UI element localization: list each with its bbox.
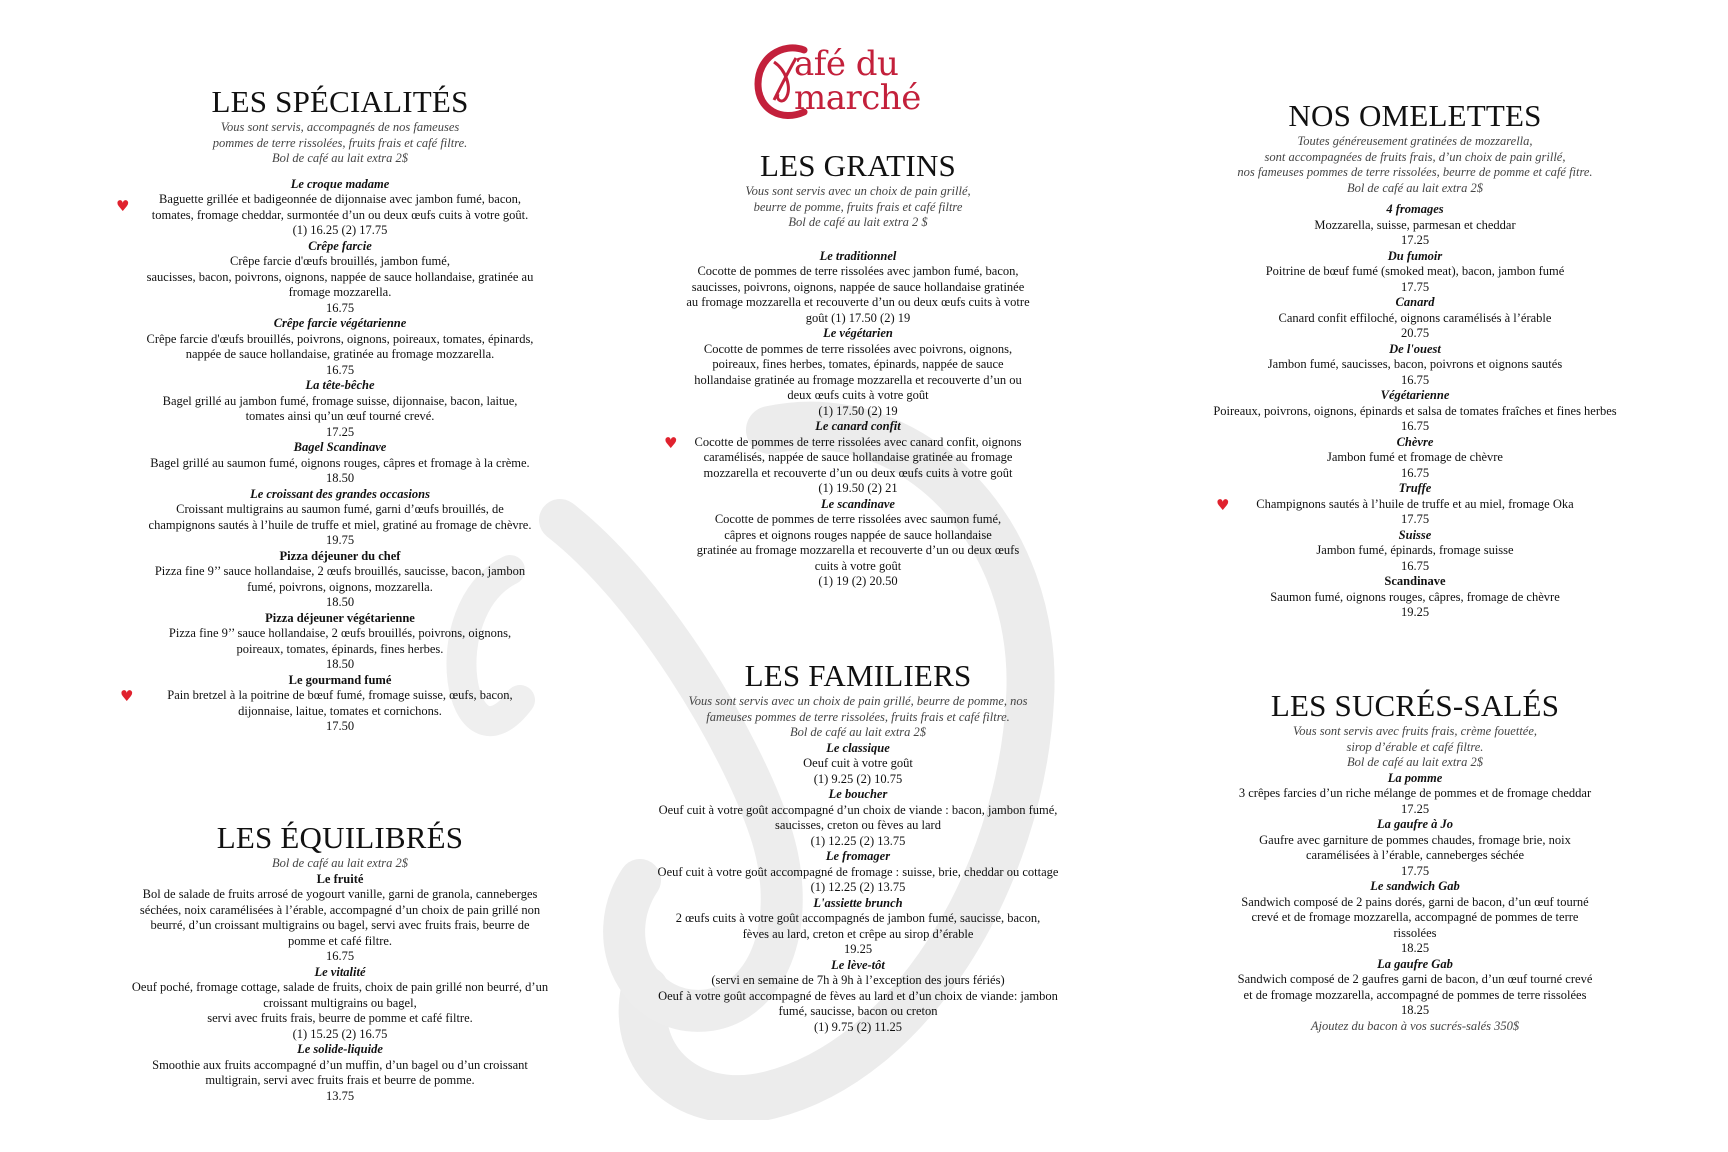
item-name: Le vitalité	[314, 964, 366, 979]
item-price: 19.75	[325, 533, 355, 547]
item-name: Le boucher	[828, 787, 888, 801]
cafe-du-marche-logo	[752, 40, 992, 124]
item-name: Crêpe farcie végétarienne	[273, 316, 407, 330]
logo-name-line2: marché	[794, 78, 921, 118]
menu-item-vitalite	[100, 965, 580, 1043]
menu-item-scandinave-gratin	[638, 497, 1078, 590]
item-name: Le scandinave	[821, 496, 895, 511]
item-name: La pomme	[1387, 770, 1443, 785]
item-name: L'assiette brunch	[813, 895, 903, 910]
section-intro: Vous sont servis avec un choix de pain grillé, beurre de pomme, nos fameuses pommes de terre rissolées, fruits frais et café filtre. Bol de café au lait extra 2$	[688, 694, 1028, 739]
item-price: 20.75	[1400, 326, 1430, 340]
section-title: LES ÉQUILIBRÉS	[216, 820, 464, 855]
menu-item-boucher	[638, 787, 1078, 849]
item-name: Le lève-tôt	[831, 957, 885, 972]
item-desc: Saumon fumé, oignons rouges, câpres, fromage de chèvre	[1270, 589, 1560, 604]
item-name: Suisse	[1398, 527, 1432, 542]
menu-item-croissant-grandes-occasions	[100, 487, 580, 549]
item-desc: Mozzarella, suisse, parmesan et cheddar	[1314, 217, 1516, 232]
item-name: La gaufre à Jo	[1376, 817, 1454, 831]
item-price: 16.75	[1400, 372, 1430, 387]
menu-item-bagel-scandinave	[100, 440, 580, 487]
item-name: Le croissant des grandes occasions	[250, 486, 430, 501]
section-title: NOS OMELETTES	[1288, 98, 1542, 133]
bacon-extra-note: Ajoutez du bacon à vos sucrés-salés 350$	[1310, 1018, 1520, 1033]
menu-item-pizza-dejeuner-chef	[100, 549, 580, 611]
item-price: 19.25	[1400, 605, 1430, 619]
section-intro: Bol de café au lait extra 2$	[271, 856, 409, 870]
item-desc: Croissant multigrains au saumon fumé, garni d’œufs brouillés, de champignons sautés à l’huile de truffe et miel, gratiné au fromage de chèvre.	[148, 502, 532, 532]
item-price: 19.25	[843, 942, 873, 956]
section-familiers	[638, 658, 1078, 1035]
item-name: La gaufre Gab	[1377, 956, 1453, 971]
menu-item-assiette-brunch	[638, 896, 1078, 958]
item-name: Crêpe farcie	[308, 238, 372, 253]
item-name: Le croque madame	[290, 176, 390, 191]
item-price: 18.50	[325, 595, 355, 609]
menu-item-fruite	[100, 872, 580, 965]
item-price: 17.75	[1400, 279, 1430, 294]
item-desc: Cocotte de pommes de terre rissolées avec poivrons, oignons, poireaux, fines herbes, tomates, épinards, nappée de sauce hollandaise gratinée au fromage mozzarella et recouverte d’un ou deux œufs cuits à votre goût	[694, 341, 1022, 402]
item-desc: Canard confit effiloché, oignons caramélisés à l’érable	[1278, 310, 1552, 325]
item-desc: Crêpe farcie d'œufs brouillés, poivrons, oignons, poireaux, tomates, épinards, nappée de sauce hollandaise, gratinée au fromage mozzarella.	[146, 331, 534, 361]
menu-item-4-fromages	[1180, 202, 1650, 249]
item-name: Le traditionnel	[819, 248, 897, 263]
item-price: 18.50	[325, 657, 355, 671]
item-desc: 2 œufs cuits à votre goût accompagnés de jambon fumé, saucisse, bacon, fèves au lard, creton et crêpe au sirop d’érable	[675, 911, 1041, 941]
item-price: 16.75	[1400, 558, 1430, 573]
item-name: Du fumoir	[1387, 248, 1443, 263]
menu-item-gaufre-gab	[1180, 957, 1650, 1019]
item-name: Le fromager	[825, 849, 891, 863]
menu-item-vegetarienne-omelette	[1180, 388, 1650, 435]
item-price: (1) 12.25 (2) 13.75	[810, 833, 906, 848]
menu-item-vegetarien	[638, 326, 1078, 419]
item-name: Le classique	[826, 740, 890, 755]
menu-item-gourmand-fume	[100, 673, 580, 735]
menu-item-crepe-farcie-vegetarienne	[100, 316, 580, 378]
item-name: Pizza déjeuner du chef	[279, 548, 401, 563]
item-price: (1) 16.25 (2) 17.75	[292, 223, 388, 237]
item-price: 16.75	[325, 949, 355, 963]
item-name: Le canard confit	[815, 419, 901, 433]
menu-item-sandwich-gab	[1180, 879, 1650, 957]
item-desc: Crêpe farcie d'œufs brouillés, jambon fumé, saucisses, bacon, poivrons, oignons, nappée de sauce hollandaise, gratinée au fromage mozzarella.	[146, 254, 534, 299]
menu-item-traditionnel	[638, 249, 1078, 327]
item-price: 17.50	[325, 719, 355, 733]
section-intro: Vous sont servis, accompagnés de nos fameuses pommes de terre rissolées, fruits frais et café filtre. Bol de café au lait extra 2$	[212, 120, 468, 165]
menu-item-chevre	[1180, 435, 1650, 482]
section-omelettes	[1180, 98, 1650, 621]
item-desc: Pizza fine 9’’ sauce hollandaise, 2 œufs brouillés, saucisse, bacon, jambon fumé, poivrons, oignons, mozzarella.	[154, 564, 526, 594]
item-desc: 3 crêpes farcies d’un riche mélange de pommes et de fromage cheddar	[1238, 786, 1592, 800]
item-desc: Jambon fumé et fromage de chèvre	[1327, 450, 1503, 464]
section-specialites	[100, 84, 580, 735]
item-desc: Oeuf poché, fromage cottage, salade de fruits, choix de pain grillé non beurré, d’un croissant multigrains ou bagel, servi avec fruits frais, beurre de pomme et café filtre.	[131, 980, 549, 1025]
menu-item-croque-madame	[100, 177, 580, 239]
item-price: (1) 12.25 (2) 13.75	[810, 880, 906, 894]
item-price: 17.75	[1400, 863, 1430, 878]
item-name: Canard	[1395, 295, 1435, 309]
menu-item-leve-tot	[638, 958, 1078, 1036]
menu-item-gaufre-a-jo	[1180, 817, 1650, 879]
menu-item-la-pomme	[1180, 771, 1650, 818]
item-price: (1) 9.75 (2) 11.25	[813, 1019, 903, 1034]
item-price: 17.75	[1400, 512, 1430, 526]
section-title: LES GRATINS	[760, 148, 956, 183]
item-price: (1) 17.50 (2) 19	[818, 403, 898, 418]
section-equilibres	[100, 820, 580, 1104]
section-intro: Vous sont servis avec un choix de pain grillé, beurre de pomme, fruits frais et café filtre Bol de café au lait extra 2 $	[745, 184, 971, 229]
heart-icon: ♥	[120, 686, 134, 705]
section-sucres-sales	[1180, 688, 1650, 1034]
item-desc: Cocotte de pommes de terre rissolées avec canard confit, oignons caramélisés, nappée de sauce hollandaise gratinée au fromage mozzarella et recouverte d’un ou deux œufs cuits à votre goût	[694, 434, 1022, 480]
item-price: 18.25	[1400, 941, 1430, 955]
item-desc: Pain bretzel à la poitrine de bœuf fumé, fromage suisse, œufs, bacon, dijonnaise, laitue, tomates et cornichons.	[167, 688, 513, 718]
item-name: Le fruité	[316, 871, 364, 886]
heart-icon: ♥	[116, 196, 130, 215]
menu-item-scandinave-omelette	[1180, 574, 1650, 621]
heart-icon: ♥	[664, 434, 678, 452]
section-title: LES SPÉCIALITÉS	[211, 84, 469, 119]
item-desc: (servi en semaine de 7h à 9h à l’exception des jours fériés) Oeuf à votre goût accompagné de fèves au lard et d’un choix de viande: jambon fumé, saucisse, bacon ou creton	[658, 973, 1058, 1018]
item-desc: Pizza fine 9’’ sauce hollandaise, 2 œufs brouillés, poivrons, oignons, poireaux, tomates, épinards, fines herbes.	[168, 626, 512, 656]
item-price: 17.25	[325, 424, 355, 439]
menu-item-du-fumoir	[1180, 249, 1650, 296]
item-name: Végétarienne	[1380, 388, 1450, 402]
menu-item-solide-liquide	[100, 1042, 580, 1104]
item-price: 18.25	[1400, 1003, 1430, 1017]
item-desc: Baguette grillée et badigeonnée de dijonnaise avec jambon fumé, bacon, tomates, fromage cheddar, surmontée d’un ou deux œufs cuits à votre goût.	[151, 192, 529, 222]
item-desc: Jambon fumé, saucisses, bacon, poivrons et oignons sautés	[1267, 357, 1563, 371]
item-desc: Jambon fumé, épinards, fromage suisse	[1316, 543, 1514, 557]
item-name: Le solide-liquide	[297, 1042, 383, 1056]
section-intro: Toutes généreusement gratinées de mozzarella, sont accompagnées de fruits frais, d’un choix de pain grillé, nos fameuses pommes de terre rissolées, beurre de pomme et café fitre. Bol de café au lait extra 2$	[1237, 134, 1593, 195]
item-desc: Sandwich composé de 2 gaufres garni de bacon, d’un œuf tourné crevé et de fromage mozzarella, accompagné de pommes de terre rissolées	[1237, 972, 1593, 1002]
item-name: Pizza déjeuner végétarienne	[265, 610, 415, 625]
item-desc: Champignons sautés à l’huile de truffe et au miel, fromage Oka	[1256, 496, 1574, 511]
item-desc: Sandwich composé de 2 pains dorés, garni de bacon, d’un œuf tourné crevé et de fromage mozzarella, accompagné de pommes de terre rissolées	[1241, 894, 1589, 940]
item-desc: Bagel grillé au jambon fumé, fromage suisse, dijonnaise, bacon, laitue, tomates ainsi qu’un œuf tourné crevé.	[162, 393, 518, 423]
section-title: LES SUCRÉS-SALÉS	[1270, 688, 1560, 723]
section-title: LES FAMILIERS	[744, 658, 972, 693]
item-name: Scandinave	[1384, 574, 1446, 588]
item-desc: Smoothie aux fruits accompagné d’un muffin, d’un bagel ou d’un croissant multigrain, servi avec fruits frais et beurre de pomme.	[152, 1057, 528, 1087]
menu-item-canard-confit	[638, 419, 1078, 497]
menu-item-pizza-dejeuner-vegetarienne	[100, 611, 580, 673]
item-name: Le sandwich Gab	[1370, 879, 1460, 893]
heart-icon: ♥	[1216, 496, 1230, 514]
menu-item-canard	[1180, 295, 1650, 342]
item-price: 18.50	[325, 471, 355, 485]
item-price: 16.75	[1400, 465, 1430, 480]
item-price: (1) 19.50 (2) 21	[818, 481, 898, 495]
item-desc: Bagel grillé au saumon fumé, oignons rouges, câpres et fromage à la crème.	[150, 455, 530, 470]
menu-item-crepe-farcie	[100, 239, 580, 317]
item-price: (1) 15.25 (2) 16.75	[292, 1026, 388, 1041]
item-price: 17.25	[1400, 801, 1430, 816]
menu-item-classique	[638, 741, 1078, 788]
item-desc: Poitrine de bœuf fumé (smoked meat), bacon, jambon fumé	[1265, 264, 1565, 278]
menu-item-de-l-ouest	[1180, 342, 1650, 389]
item-name: Chèvre	[1396, 434, 1434, 449]
item-price: (1) 9.25 (2) 10.75	[813, 771, 903, 786]
section-intro: Vous sont servis avec fruits frais, crème fouettée, sirop d’érable et café filtre. Bol de café au lait extra 2$	[1292, 724, 1538, 769]
item-name: Bagel Scandinave	[293, 440, 387, 454]
item-desc: Bol de salade de fruits arrosé de yogourt vanille, garni de granola, canneberges séchées, noix caramélisées à l’érable, accompagné d’un choix de pain grillé non beurré, d’un croissant multigrains ou bagel, servi avec fruits frais, beurre de pomme et café filtre.	[139, 887, 541, 948]
menu-item-tete-beche	[100, 378, 580, 440]
item-name: Le végétarien	[823, 326, 893, 340]
item-name: La tête-bêche	[305, 378, 375, 392]
item-name: Le gourmand fumé	[288, 672, 392, 687]
item-name: 4 fromages	[1386, 202, 1444, 216]
item-price: (1) 19 (2) 20.50	[818, 574, 898, 588]
item-price: 16.75	[325, 300, 355, 315]
item-desc: Poireaux, poivrons, oignons, épinards et salsa de tomates fraîches et fines herbes	[1213, 403, 1617, 418]
item-desc: Oeuf cuit à votre goût	[803, 756, 913, 770]
menu-item-suisse	[1180, 528, 1650, 575]
item-price: 17.25	[1400, 233, 1430, 247]
item-price: 16.75	[325, 362, 355, 377]
logo-name-line1: afé du	[794, 44, 899, 84]
item-desc: Cocotte de pommes de terre rissolées avec jambon fumé, bacon, saucisses, poivrons, oignons, nappée de sauce hollandaise gratinée au fromage mozzarella et recouverte d’un ou deux œufs cuits à votre goût (1) 17.50 (2) 19	[686, 264, 1030, 325]
item-name: Truffe	[1398, 481, 1432, 495]
menu-item-truffe	[1180, 481, 1650, 528]
item-price: 13.75	[325, 1088, 355, 1103]
item-price: 16.75	[1400, 419, 1430, 433]
item-desc: Oeuf cuit à votre goût accompagné de fromage : suisse, brie, cheddar ou cottage	[657, 864, 1059, 879]
item-desc: Oeuf cuit à votre goût accompagné d’un choix de viande : bacon, jambon fumé, saucisses, creton ou fèves au lard	[658, 802, 1058, 832]
item-name: De l'ouest	[1389, 341, 1441, 356]
menu-item-fromager	[638, 849, 1078, 896]
section-gratins	[638, 148, 1078, 590]
item-desc: Gaufre avec garniture de pommes chaudes, fromage brie, noix caramélisées à l’érable, canneberges séchée	[1259, 832, 1571, 862]
item-desc: Cocotte de pommes de terre rissolées avec saumon fumé, câpres et oignons rouges nappée de sauce hollandaise gratinée au fromage mozzarella et recouverte d’un ou deux œufs cuits à votre goût	[696, 512, 1020, 573]
